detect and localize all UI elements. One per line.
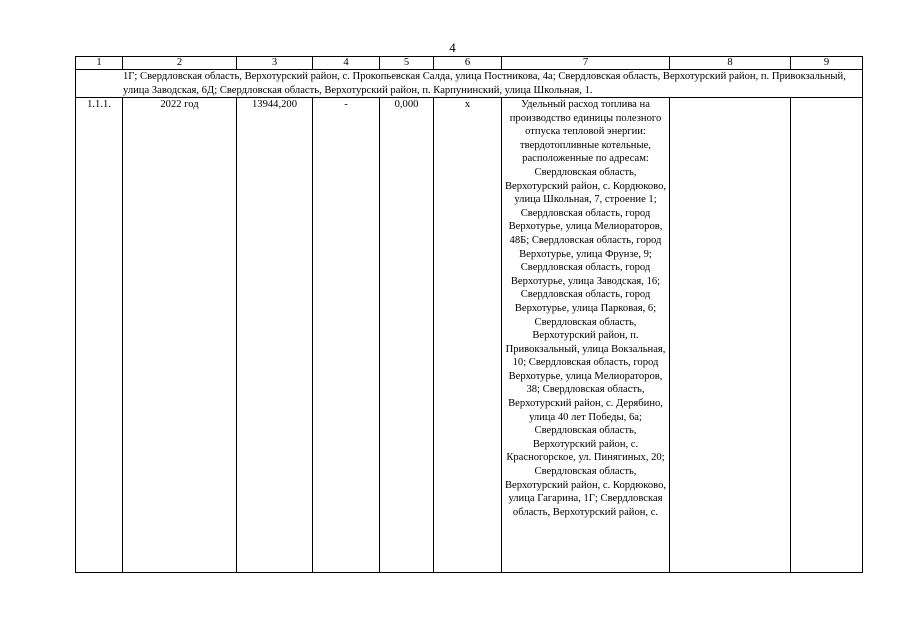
continuation-text: 1Г; Свердловская область, Верхотурский район, с. Прокопьевская Салда, улица Постникова, 4а; Свердловская область, Верхотурский район, п. Привокзальный, улица Заводская, 6Д; Свердловская область, Верхотурский район, п. Карпунинский, улица Школьная, 1. bbox=[76, 70, 863, 98]
table-header-row bbox=[76, 57, 863, 70]
column-header-2: 2 bbox=[123, 57, 237, 70]
column-header-9: 9 bbox=[791, 57, 863, 70]
column-header-1: 1 bbox=[76, 57, 123, 70]
column-9-cell bbox=[791, 98, 863, 573]
column-header-4: 4 bbox=[313, 57, 380, 70]
column-header-7: 7 bbox=[502, 57, 670, 70]
document-table bbox=[75, 56, 863, 573]
column-header-6: 6 bbox=[434, 57, 502, 70]
row-number-cell: 1.1.1. bbox=[76, 98, 123, 573]
continuation-row bbox=[76, 70, 863, 98]
column-4-cell: - bbox=[313, 98, 380, 573]
column-header-5: 5 bbox=[380, 57, 434, 70]
table-row bbox=[76, 98, 863, 573]
description-cell: Удельный расход топлива на производство единицы полезного отпуска тепловой энергии: твердотопливные котельные, расположенные по адресам: Свердловская область, Верхотурский район, с. Кордюково, улица Школьная, 7, строение 1; Свердловская область, город Верхотурье, улица Мелиораторов, 48Б; Свердловская область, город Верхотурье, улица Фрунзе, 9; Свердловская область, город Верхотурье, улица Заводская, 16; Свердловская область, город Верхотурье, улица Парковая, 6; Свердловская область, Верхотурский район, п. Привокзальный, улица Вокзальная, 10; Свердловская область, город Верхотурье, улица Мелиораторов, 38; Свердловская область, Верхотурский район, с. Дерябино, улица 40 лет Победы, 6а; Свердловская область, Верхотурский район, с. Красногорское, ул. Пинягиных, 20; Свердловская область, Верхотурский район, с. Кордюково, улица Гагарина, 1Г; Свердловская область, Верхотурский район, с. bbox=[502, 98, 670, 573]
page-number: 4 bbox=[449, 40, 456, 55]
value-cell: 13944,200 bbox=[237, 98, 313, 573]
column-6-cell: х bbox=[434, 98, 502, 573]
year-cell: 2022 год bbox=[123, 98, 237, 573]
column-8-cell bbox=[670, 98, 791, 573]
column-5-cell: 0,000 bbox=[380, 98, 434, 573]
column-header-8: 8 bbox=[670, 57, 791, 70]
column-header-3: 3 bbox=[237, 57, 313, 70]
